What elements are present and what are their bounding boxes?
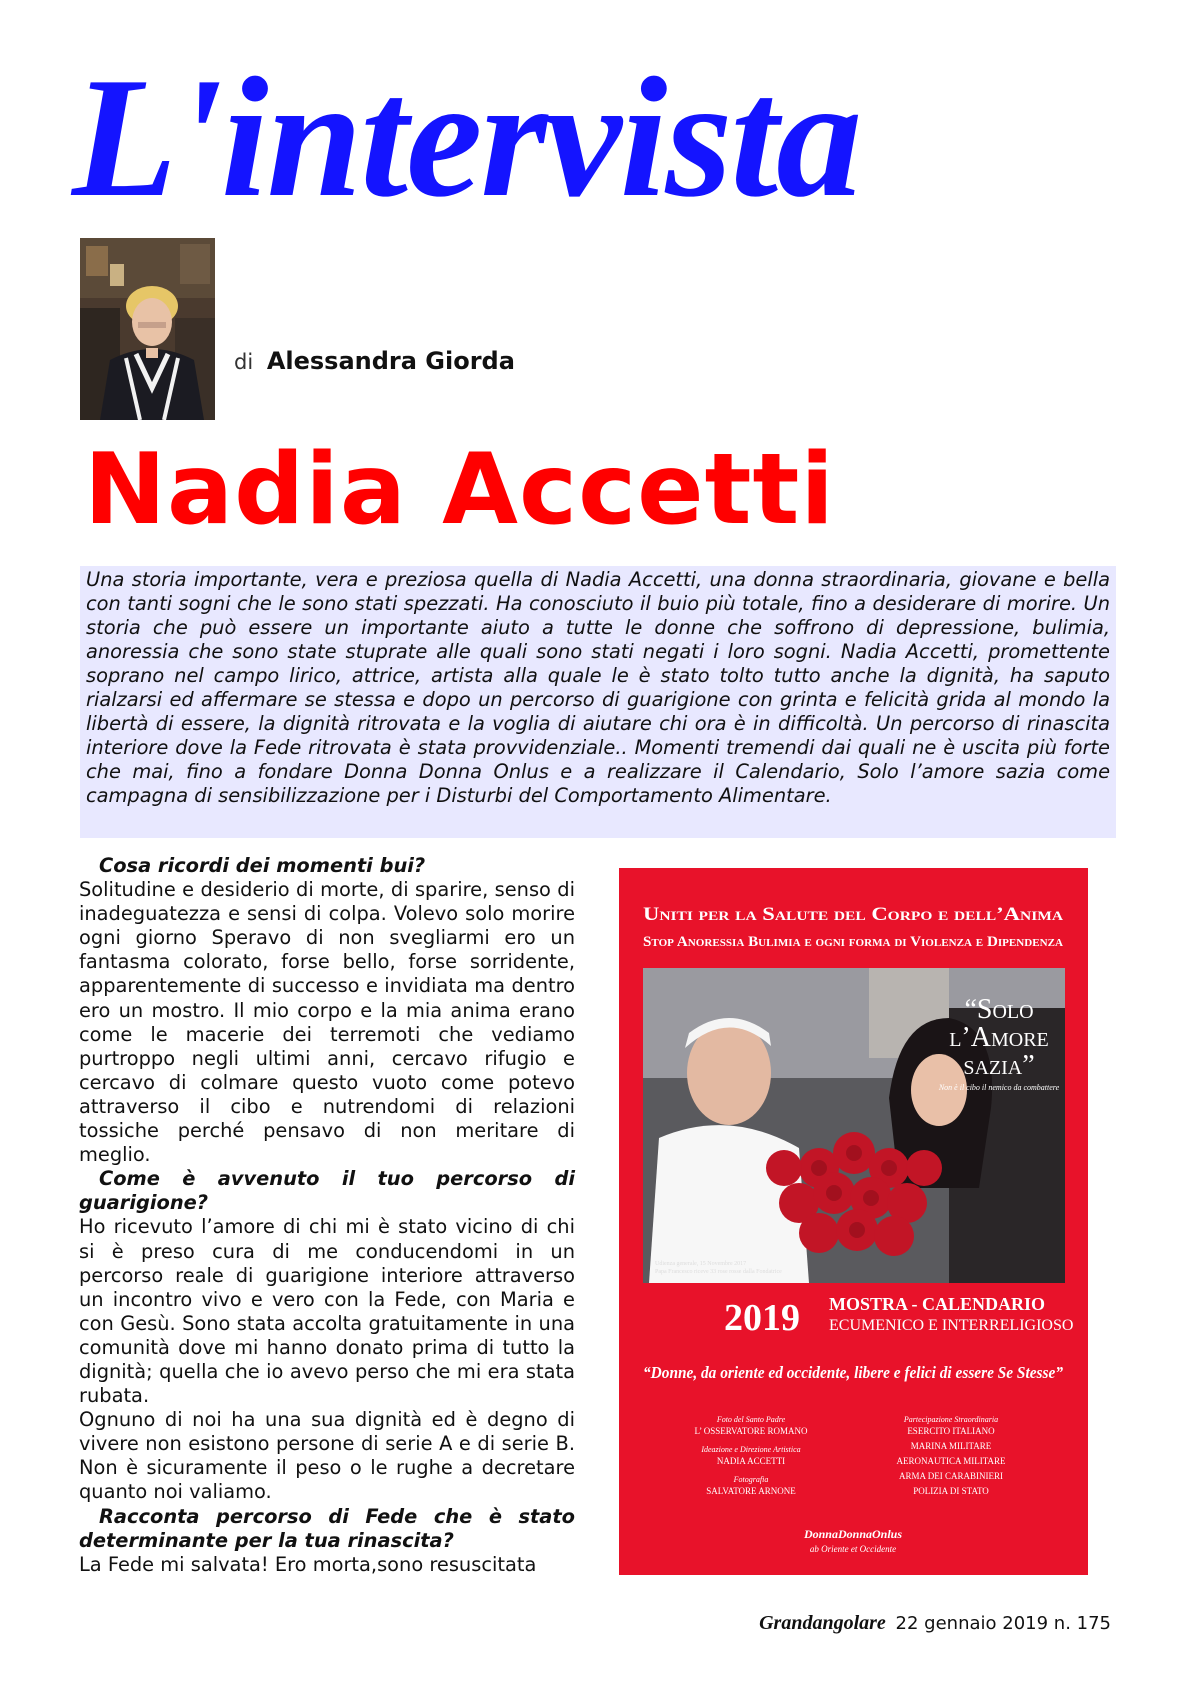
answer: La Fede mi salvata! Ero morta,sono resuscitata [79, 1552, 537, 1576]
answer: Ho ricevuto l’amore di chi mi è stato vicino di chi si è preso cura di me conducendomi in un percorso reale di guarigione interiore attraverso un incontro vivo e vero con la Fede, con Maria e con Gesù. Sono stata accolta gratuitamente in una comunità dove mi hanno donato prima di tutto la dignità; quella che io avevo perso che mi era stata rubata. [79, 1215, 575, 1408]
credit-role: Fotografia [733, 1475, 769, 1484]
poster-slogan-line1: “Solo [964, 994, 1034, 1025]
question: Cosa ricordi dei momenti bui? [99, 854, 426, 877]
poster-photo-caption-2: Papa Francesco riceve 33 rose rosse dalla Fondatrice [655, 1269, 782, 1275]
author-name: Alessandra Giorda [266, 347, 515, 375]
credit-role: Partecipazione Straordinaria [903, 1415, 999, 1424]
poster-slogan-line2: l’Amore [949, 1022, 1049, 1053]
answer: Solitudine e desiderio di morte, di sparire, senso di inadeguatezza e sensi di colpa. Volevo solo morire ogni giorno Speravo di non svegliarmi ero un fantasma colorato, forse bello, forse sorridente, apparentemente di successo e invidiata ma dentro ero un mostro. Il mio corpo e la mia anima erano come le macerie dei terremoti che vediamo purtroppo negli ultimi anni, cercavo rifugio e cercavo di colmare questo vuoto come potevo attraverso il cibo e nutrendomi di relazioni tossiche perché pensavo di non meritare di meglio. [79, 878, 575, 1167]
credit-name: L’ Osservatore Romano [694, 1426, 808, 1436]
credit-name: Polizia di Stato [913, 1486, 989, 1496]
author-photo [80, 238, 215, 420]
poster-slogan-sub: Non è il cibo il nemico da combattere [938, 1083, 1060, 1092]
credit-name: Marina Militare [910, 1441, 992, 1451]
credit-role: Ideazione e Direzione Artistica [701, 1445, 801, 1454]
question: Come è avvenuto il tuo percorso di guarigione? [79, 1167, 575, 1215]
issue-info: 22 gennaio 2019 n. 175 [895, 1613, 1111, 1634]
poster-tagline: “Donne, da oriente ed occidente, libere e felici di essere Se Stesse” [643, 1363, 1064, 1382]
credit-name: Nadia Accetti [716, 1456, 786, 1466]
poster-event-line1: Mostra - Calendario [829, 1294, 1046, 1314]
masthead-title: L'intervista [72, 43, 861, 233]
byline [234, 347, 515, 375]
calendar-poster [619, 868, 1088, 1575]
credit-name: Esercito Italiano [907, 1426, 995, 1436]
poster-slogan-line3: sazia” [963, 1050, 1035, 1081]
question: Racconta percorso di Fede che è stato determinante per la tua rinascita? [79, 1504, 575, 1552]
poster-org-sub: ab Oriente et Occidente [809, 1544, 897, 1554]
intro-text: Una storia importante, vera e preziosa quella di Nadia Accetti, una donna straordinaria, giovane e bella con tanti sogni che le sono stati spezzati. Ha conosciuto il buio più totale, fino a desiderare di morire. Un storia che può essere un importante aiuto a tutte le donne che soffrono di depressione, bulimia, anoressia che sono state stuprate alle quali sono stati negati i loro sogni. Nadia Accetti, promettente soprano nel campo lirico, attrice, artista alla quale le è stato tolto tutto anche la dignità, ha saputo rialzarsi ed affermare se stessa e dopo un percorso di guarigione con grinta e felicità grida al mondo la libertà di essere, la dignità ritrovata e la voglia di aiutare chi ora è in difficoltà. Un percorso di rinascita interiore dove la Fede ritrovata è stata provvidenziale.. Momenti tremendi dai quali ne è uscita più forte che mai, fino a fondare Donna Donna Onlus e a realizzare il Calendario, Solo l’amore sazia come campagna di sensibilizzazione per i Disturbi del Comportamento Alimentare. [86, 568, 1110, 807]
credit-name: Salvatore Arnone [706, 1486, 796, 1496]
interviewee-name: Nadia Accetti [84, 433, 835, 547]
credit-role: Foto del Santo Padre [716, 1415, 786, 1424]
credit-name: Aeronautica Militare [896, 1456, 1006, 1466]
poster-event-line2: Ecumenico e Interreligioso [829, 1317, 1074, 1334]
poster-photo-caption-1: Udienza generale, 15 Novembre 2017 [655, 1261, 747, 1267]
byline-prefix: di [234, 350, 254, 374]
credit-name: Arma dei Carabinieri [898, 1471, 1004, 1481]
answer: Ognuno di noi ha una sua dignità ed è degno di vivere non esistono persone di serie A e di serie B. Non è sicuramente il peso o le rughe a decretare quanto noi valiamo. [79, 1408, 575, 1504]
poster-title-line2: Stop Anoressia Bulimia e ogni forma di Violenza e Dipendenza [643, 934, 1064, 950]
intro-box [80, 566, 1116, 838]
interview-column [79, 854, 575, 1577]
poster-org-name: DonnaDonnaOnlus [803, 1527, 903, 1541]
page-footer [759, 1612, 1111, 1635]
poster-year: 2019 [724, 1297, 800, 1339]
publication-name: Grandangolare [759, 1612, 886, 1634]
poster-title-line1: Uniti per la Salute del Corpo e dell’Anima [643, 904, 1064, 925]
